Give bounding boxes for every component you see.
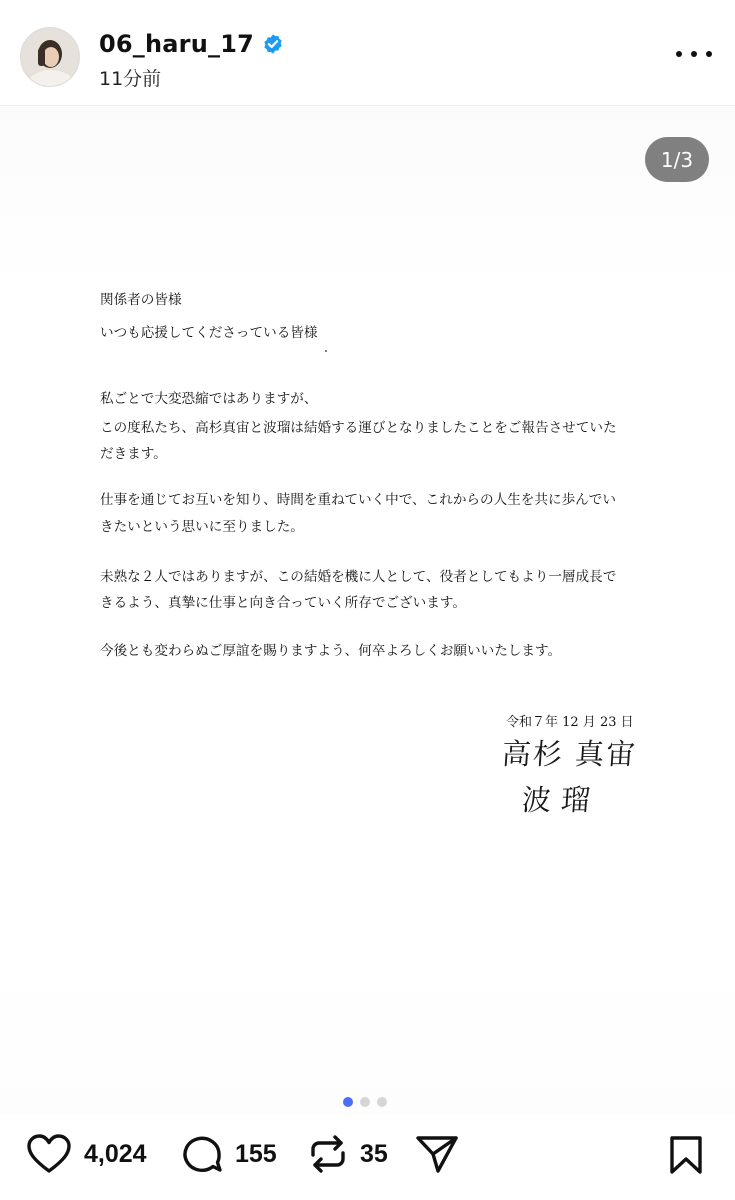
letter-line: 私ごとで大変恐縮ではありますが、 [100,391,318,407]
pager-dot[interactable] [360,1097,370,1107]
ellipsis-icon[interactable] [676,44,712,64]
bookmark-icon[interactable] [668,1135,704,1179]
avatar-photo [21,28,80,87]
post-image[interactable] [0,107,735,1115]
like-button[interactable] [26,1133,147,1175]
pager-dot[interactable] [377,1097,387,1107]
letter-line: いつも応援してくださっている皆様 [100,325,318,341]
username-row [99,30,284,58]
letter-line: だきます。 [100,446,167,462]
more-dot [706,51,712,57]
more-dot [676,51,682,57]
avatar[interactable] [20,27,80,87]
letter-line: きるよう、真摯に仕事と向き合っていく所存でございます。 [100,595,466,611]
image-counter: 1/3 [645,137,709,182]
comment-button[interactable] [181,1133,277,1175]
signature-takasugi: 高杉 真宙 [500,737,639,771]
letter-date: 令和７年 12 月 23 日 [506,715,634,730]
username[interactable]: 06_haru_17 [99,30,254,58]
comment-count: 155 [235,1139,277,1168]
repost-arrows-icon [308,1133,348,1175]
pager-dot-active[interactable] [343,1097,353,1107]
heart-icon [26,1133,72,1175]
post-timestamp: 11分前 [99,68,162,90]
letter-line: この度私たち、高杉真宙と波瑠は結婚する運びとなりましたことをご報告させていた [100,420,617,436]
action-bar [0,1125,735,1185]
speech-bubble-icon [181,1133,223,1175]
paper-speck [325,350,327,352]
carousel-pager [343,1097,387,1107]
letter-line: 関係者の皆様 [100,292,182,308]
signature-haru: 波瑠 [520,783,602,817]
letter-line: 今後とも変わらぬご厚誼を賜りますよう、何卒よろしくお願いいたします。 [100,643,562,659]
letter-line: きたいという思いに至りました。 [100,519,304,535]
letter-line: 未熟な２人ではありますが、この結婚を機に人として、役者としてもより一層成長で [100,569,617,585]
post-header [0,0,735,106]
like-count: 4,024 [84,1139,147,1168]
paper-plane-icon [414,1133,460,1175]
letter-line: 仕事を通じてお互いを知り、時間を重ねていく中で、これからの人生を共に歩んでい [100,492,616,508]
share-button[interactable] [414,1133,460,1175]
repost-count: 35 [360,1139,388,1168]
verified-badge-icon [262,33,284,55]
repost-button[interactable] [308,1133,388,1175]
more-dot [691,51,697,57]
